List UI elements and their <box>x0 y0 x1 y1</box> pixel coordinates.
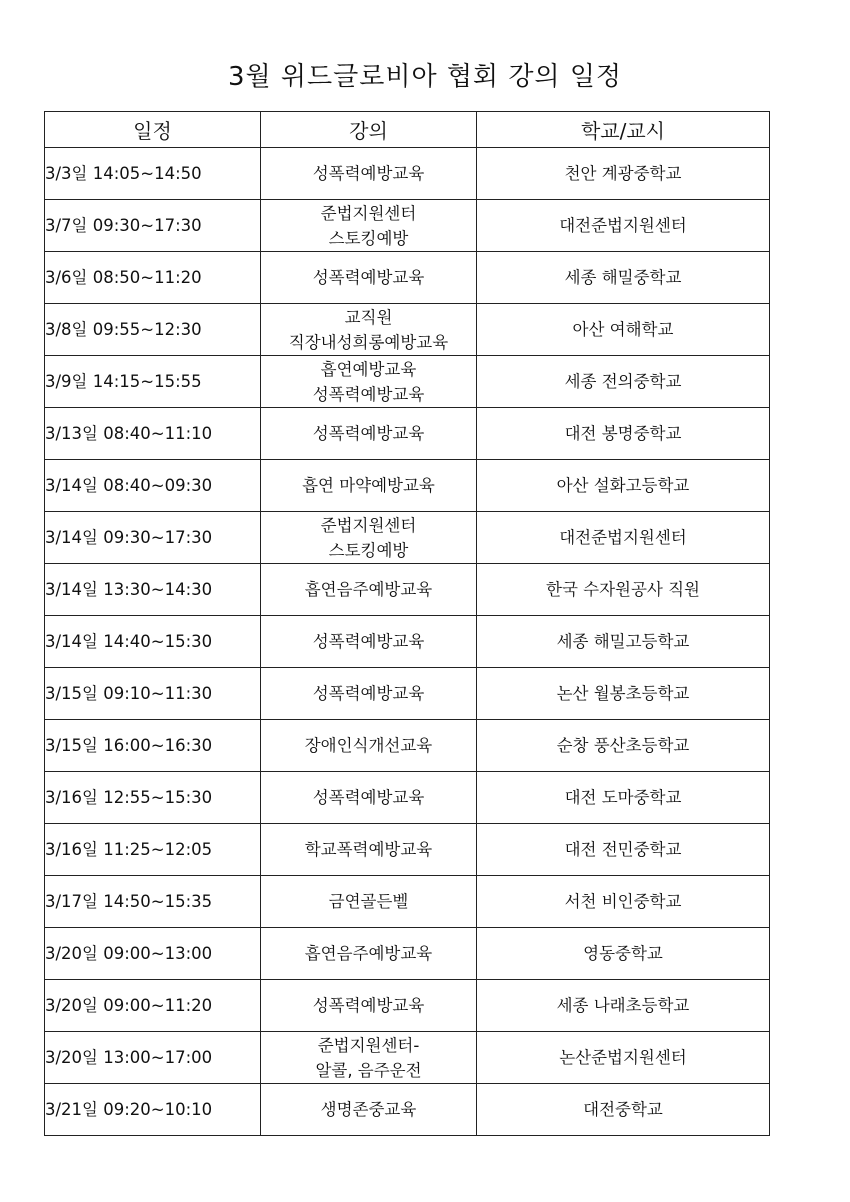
table-header <box>45 112 770 148</box>
date-cell: 3/9일 14:15~15:55 <box>45 356 261 408</box>
date-cell: 3/3일 14:05~14:50 <box>45 148 261 200</box>
school-cell: 세종 나래초등학교 <box>477 980 770 1032</box>
lecture-line: 금연골든벨 <box>328 892 409 911</box>
table-row <box>45 460 770 512</box>
date-cell: 3/16일 11:25~12:05 <box>45 824 261 876</box>
date-cell: 3/6일 08:50~11:20 <box>45 252 261 304</box>
date-cell: 3/14일 14:40~15:30 <box>45 616 261 668</box>
lecture-line: 스토킹예방 <box>328 228 409 248</box>
date-cell: 3/8일 09:55~12:30 <box>45 304 261 356</box>
table-row <box>45 876 770 928</box>
school-cell: 대전중학교 <box>477 1084 770 1136</box>
table-row <box>45 980 770 1032</box>
table-row <box>45 408 770 460</box>
lecture-cell <box>261 1084 477 1136</box>
school-cell: 대전준법지원센터 <box>477 512 770 564</box>
date-cell: 3/17일 14:50~15:35 <box>45 876 261 928</box>
lecture-line: 성폭력예방교육 <box>312 684 425 703</box>
lecture-line: 직장내성희롱예방교육 <box>288 332 449 352</box>
table-row <box>45 304 770 356</box>
lecture-line: 준법지원센터 <box>320 203 417 223</box>
school-cell: 한국 수자원공사 직원 <box>477 564 770 616</box>
lecture-line: 흡연음주예방교육 <box>304 580 433 599</box>
school-cell: 세종 해밀중학교 <box>477 252 770 304</box>
header-school: 학교/교시 <box>477 112 770 148</box>
lecture-cell <box>261 720 477 772</box>
date-cell: 3/15일 16:00~16:30 <box>45 720 261 772</box>
lecture-line: 준법지원센터- <box>317 1035 420 1055</box>
date-cell: 3/20일 13:00~17:00 <box>45 1032 261 1084</box>
lecture-line: 성폭력예방교육 <box>312 268 425 287</box>
lecture-cell <box>261 980 477 1032</box>
school-cell: 영동중학교 <box>477 928 770 980</box>
lecture-line: 알콜, 음주운전 <box>315 1060 422 1080</box>
lecture-cell <box>261 772 477 824</box>
lecture-line: 흡연예방교육 <box>320 359 417 379</box>
date-cell: 3/15일 09:10~11:30 <box>45 668 261 720</box>
document-title: 3월 위드글로비아 협회 강의 일정 <box>227 62 623 92</box>
lecture-cell <box>261 616 477 668</box>
table-row <box>45 148 770 200</box>
lecture-line: 성폭력예방교육 <box>312 788 425 807</box>
date-cell: 3/14일 08:40~09:30 <box>45 460 261 512</box>
date-cell: 3/20일 09:00~11:20 <box>45 980 261 1032</box>
lecture-line: 스토킹예방 <box>328 540 409 560</box>
lecture-cell <box>261 876 477 928</box>
date-cell: 3/21일 09:20~10:10 <box>45 1084 261 1136</box>
table-row <box>45 356 770 408</box>
lecture-cell <box>261 512 477 564</box>
table-row <box>45 564 770 616</box>
table-row <box>45 668 770 720</box>
table-row <box>45 616 770 668</box>
lecture-line: 준법지원센터 <box>320 515 417 535</box>
date-cell: 3/14일 13:30~14:30 <box>45 564 261 616</box>
school-cell: 대전 봉명중학교 <box>477 408 770 460</box>
school-cell: 아산 설화고등학교 <box>477 460 770 512</box>
table-row <box>45 824 770 876</box>
lecture-cell <box>261 1032 477 1084</box>
table-body <box>45 148 770 1136</box>
school-cell: 천안 계광중학교 <box>477 148 770 200</box>
lecture-cell <box>261 356 477 408</box>
school-cell: 논산 월봉초등학교 <box>477 668 770 720</box>
school-cell: 대전준법지원센터 <box>477 200 770 252</box>
lecture-line: 성폭력예방교육 <box>312 424 425 443</box>
lecture-cell <box>261 564 477 616</box>
school-cell: 아산 여해학교 <box>477 304 770 356</box>
lecture-cell <box>261 460 477 512</box>
header-date: 일정 <box>45 112 261 148</box>
lecture-line: 장애인식개선교육 <box>304 736 433 755</box>
lecture-cell <box>261 668 477 720</box>
header-row <box>45 112 770 148</box>
schedule-table <box>44 111 770 1136</box>
school-cell: 순창 풍산초등학교 <box>477 720 770 772</box>
lecture-line: 학교폭력예방교육 <box>304 840 433 859</box>
lecture-cell <box>261 928 477 980</box>
date-cell: 3/14일 09:30~17:30 <box>45 512 261 564</box>
date-cell: 3/20일 09:00~13:00 <box>45 928 261 980</box>
date-cell: 3/16일 12:55~15:30 <box>45 772 261 824</box>
school-cell: 세종 전의중학교 <box>477 356 770 408</box>
lecture-line: 교직원 <box>344 307 393 327</box>
lecture-line: 성폭력예방교육 <box>312 632 425 651</box>
lecture-cell <box>261 148 477 200</box>
lecture-line: 성폭력예방교육 <box>312 996 425 1015</box>
school-cell: 대전 도마중학교 <box>477 772 770 824</box>
lecture-cell <box>261 252 477 304</box>
lecture-line: 흡연 마약예방교육 <box>302 476 435 495</box>
lecture-cell <box>261 304 477 356</box>
lecture-line: 생명존중교육 <box>320 1100 417 1119</box>
table-row <box>45 512 770 564</box>
header-lecture: 강의 <box>261 112 477 148</box>
lecture-cell <box>261 824 477 876</box>
lecture-line: 흡연음주예방교육 <box>304 944 433 963</box>
table-row <box>45 720 770 772</box>
table-row <box>45 772 770 824</box>
lecture-line: 성폭력예방교육 <box>312 384 425 404</box>
school-cell: 세종 해밀고등학교 <box>477 616 770 668</box>
table-row <box>45 1084 770 1136</box>
table-row <box>45 1032 770 1084</box>
date-cell: 3/7일 09:30~17:30 <box>45 200 261 252</box>
school-cell: 논산준법지원센터 <box>477 1032 770 1084</box>
lecture-cell <box>261 408 477 460</box>
table-row <box>45 200 770 252</box>
school-cell: 서천 비인중학교 <box>477 876 770 928</box>
date-cell: 3/13일 08:40~11:10 <box>45 408 261 460</box>
table-row <box>45 252 770 304</box>
table-row <box>45 928 770 980</box>
lecture-cell <box>261 200 477 252</box>
lecture-line: 성폭력예방교육 <box>312 164 425 183</box>
school-cell: 대전 전민중학교 <box>477 824 770 876</box>
